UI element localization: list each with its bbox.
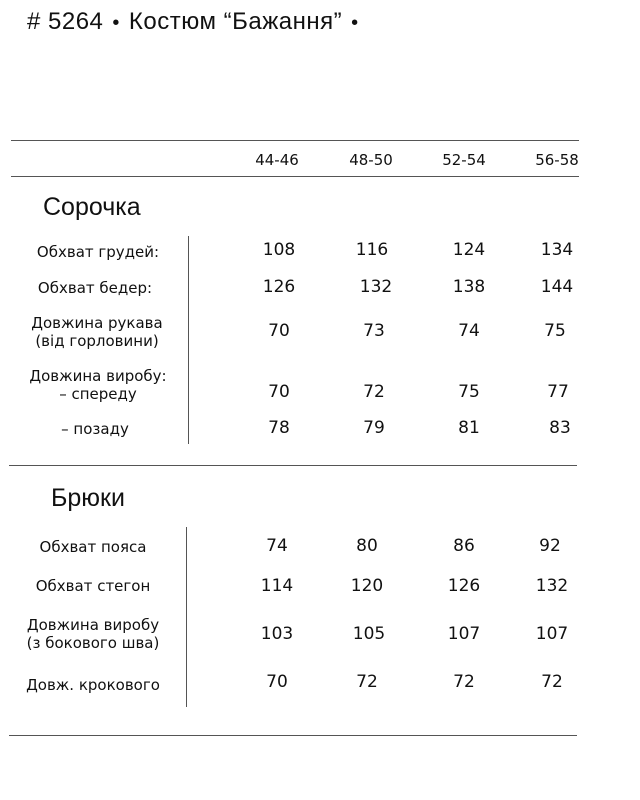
table-cell: 79 — [363, 418, 385, 438]
product-code: # 5264 — [27, 8, 104, 35]
title-separator: • — [112, 12, 120, 34]
table-cell: 78 — [268, 418, 290, 438]
table-top-rule — [11, 140, 579, 141]
pants-column-divider — [186, 527, 187, 707]
table-cell: 72 — [541, 672, 563, 692]
table-cell: 70 — [268, 382, 290, 402]
table-cell: 86 — [453, 536, 475, 556]
table-bottom-rule — [9, 735, 577, 736]
table-cell: 107 — [447, 624, 481, 644]
table-cell: 116 — [355, 240, 389, 260]
pants-row-label: Обхват стегон — [35, 577, 151, 595]
table-cell: 72 — [356, 672, 378, 692]
section-divider — [9, 465, 577, 466]
pants-row-label: Обхват пояса — [39, 538, 147, 556]
shirt-column-divider — [188, 236, 189, 444]
document-title — [27, 8, 368, 36]
table-cell: 144 — [540, 277, 574, 297]
table-cell: 126 — [262, 277, 296, 297]
pants-row-label: Довж. крокового — [26, 676, 160, 694]
table-cell: 75 — [458, 382, 480, 402]
product-name: Костюм “Бажання” — [128, 8, 343, 35]
table-cell: 114 — [260, 576, 294, 596]
pants-row-label: Довжина виробу (з бокового шва) — [26, 616, 160, 652]
table-cell: 75 — [544, 321, 566, 341]
table-cell: 107 — [535, 624, 569, 644]
table-cell: 120 — [350, 576, 384, 596]
shirt-row-label: Обхват грудей: — [36, 243, 160, 261]
table-cell: 108 — [262, 240, 296, 260]
table-cell: 77 — [547, 382, 569, 402]
shirt-section-title: Сорочка — [43, 193, 141, 221]
table-cell: 74 — [266, 536, 288, 556]
pants-section-title: Брюки — [51, 484, 125, 512]
table-cell: 72 — [363, 382, 385, 402]
table-cell: 70 — [266, 672, 288, 692]
table-cell: 83 — [549, 418, 571, 438]
table-cell: 92 — [539, 536, 561, 556]
size-header: 52-54 — [442, 151, 486, 169]
shirt-row-label: Довжина виробу: – спереду — [29, 367, 167, 403]
table-cell: 132 — [535, 576, 569, 596]
size-header: 44-46 — [255, 151, 299, 169]
size-header: 48-50 — [349, 151, 393, 169]
shirt-row-label: – позаду — [61, 420, 129, 438]
table-cell: 134 — [540, 240, 574, 260]
table-cell: 132 — [359, 277, 393, 297]
table-cell: 138 — [452, 277, 486, 297]
table-cell: 103 — [260, 624, 294, 644]
shirt-row-label: Довжина рукава (від горловини) — [31, 314, 163, 350]
table-cell: 74 — [458, 321, 480, 341]
shirt-row-label: Обхват бедер: — [37, 279, 153, 297]
title-trailing-dot: • — [351, 12, 359, 34]
table-cell: 72 — [453, 672, 475, 692]
table-cell: 80 — [356, 536, 378, 556]
table-cell: 73 — [363, 321, 385, 341]
table-cell: 70 — [268, 321, 290, 341]
table-cell: 105 — [352, 624, 386, 644]
header-bottom-rule — [11, 176, 579, 177]
table-cell: 126 — [447, 576, 481, 596]
table-cell: 81 — [458, 418, 480, 438]
table-cell: 124 — [452, 240, 486, 260]
size-header: 56-58 — [535, 151, 579, 169]
